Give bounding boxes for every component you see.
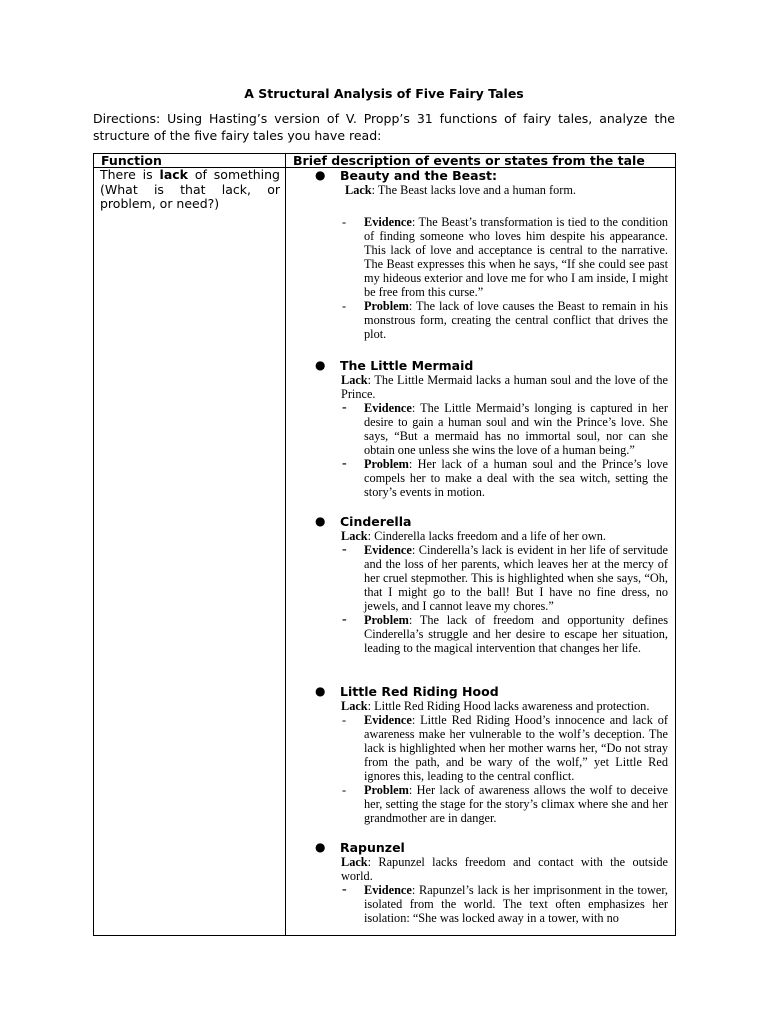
tale-evidence — [342, 400, 668, 457]
evidence-text: : Little Red Riding Hood’s innocence and lack of awareness make her vulnerable to the wolf’s deception. The lack is highlighted when her mother warns her, “Do not stray from the path, and be wary of the wolf,” yet Little Red ignores this, leading to the central conflict. — [364, 713, 668, 783]
dash-icon: - — [342, 400, 347, 415]
bullet-icon: ● — [315, 684, 326, 698]
header-description: Brief description of events or states from the tale — [293, 153, 645, 168]
dash-icon: - — [342, 882, 347, 897]
dash-icon: - — [342, 783, 347, 797]
lack-text: : The Beast lacks love and a human form. — [371, 183, 576, 197]
tale-heading — [294, 684, 668, 699]
tale-evidence — [342, 542, 668, 613]
tale-name: Beauty and the Beast: — [340, 168, 498, 183]
evidence-label: Evidence — [364, 401, 412, 415]
evidence-text: : The Little Mermaid’s longing is captured in her desire to gain a human soul and win the Prince’s love. She says, “But a mermaid has no immortal soul, nor can she obtain one unless she wins the love of a human being.” — [364, 401, 668, 457]
dash-icon: - — [342, 299, 347, 313]
problem-label: Problem — [364, 783, 409, 797]
evidence-label: Evidence — [364, 543, 412, 557]
tale-section — [294, 840, 668, 925]
tale-name: Little Red Riding Hood — [340, 684, 499, 699]
header-function: Function — [101, 153, 162, 168]
dash-icon: - — [342, 215, 347, 229]
tale-name: Cinderella — [340, 514, 412, 529]
description-cell — [294, 168, 668, 925]
bullet-icon: ● — [315, 514, 326, 528]
tale-lack — [341, 373, 668, 401]
function-keyword: lack — [159, 167, 188, 182]
bullet-icon: ● — [315, 840, 326, 854]
tale-section — [294, 514, 668, 655]
tale-heading — [294, 358, 668, 373]
directions-text: Directions: Using Hasting’s version of V. Propp’s 31 functions of fairy tales, analyze the structure of the five fairy tales you have read: — [93, 111, 675, 143]
lack-text: : Little Red Riding Hood lacks awareness and protection. — [367, 699, 650, 713]
evidence-label: Evidence — [364, 713, 412, 727]
dash-icon: - — [342, 713, 347, 727]
tale-name: The Little Mermaid — [340, 358, 474, 373]
tale-section — [294, 168, 668, 341]
lack-label: Lack — [341, 855, 368, 869]
function-prefix: There is — [100, 167, 160, 182]
column-divider — [285, 154, 286, 935]
tale-evidence — [342, 713, 668, 783]
tale-problem — [342, 456, 668, 499]
lack-text: : Cinderella lacks freedom and a life of her own. — [367, 529, 606, 543]
problem-text: : The lack of freedom and opportunity defines Cinderella’s struggle and her desire to escape her situation, leading to the magical intervention that changes her life. — [364, 613, 668, 655]
tale-evidence — [342, 882, 668, 925]
problem-label: Problem — [364, 299, 409, 313]
bullet-icon: ● — [315, 358, 326, 372]
tale-heading — [294, 168, 668, 183]
tale-evidence — [342, 215, 668, 299]
bullet-icon: ● — [315, 168, 326, 182]
tale-heading — [294, 514, 668, 529]
problem-text: : Her lack of awareness allows the wolf to deceive her, setting the stage for the story’s climax where she and her grandmother are in danger. — [364, 783, 668, 825]
lack-text: : Rapunzel lacks freedom and contact with the outside world. — [341, 855, 668, 883]
evidence-label: Evidence — [364, 883, 412, 897]
tale-lack — [341, 699, 668, 713]
lack-label: Lack — [341, 699, 368, 713]
function-cell — [100, 168, 280, 212]
dash-icon: - — [342, 456, 347, 471]
analysis-table — [93, 153, 676, 936]
evidence-text: : The Beast’s transformation is tied to the condition of finding someone who loves him despite his appearance. This lack of love and acceptance is central to the narrative. The Beast expresses this when he says, “If she could see past my hideous exterior and love me for who I am inside, I might be free from this curse.” — [364, 215, 668, 299]
tale-section — [294, 358, 668, 499]
tale-lack — [341, 529, 668, 543]
problem-label: Problem — [364, 457, 409, 471]
evidence-text: : Rapunzel’s lack is her imprisonment in the tower, isolated from the world. The text often emphasizes her isolation: “She was locked away in a tower, with no — [364, 883, 668, 925]
tale-name: Rapunzel — [340, 840, 405, 855]
evidence-text: : Cinderella’s lack is evident in her life of servitude and the loss of her parents, which leaves her at the mercy of her cruel stepmother. This is highlighted when she says, “Oh, that I might go to the ball! But I have no fine dress, no jewels, and I cannot leave my chores.” — [364, 543, 668, 613]
document-title: A Structural Analysis of Five Fairy Tales — [244, 86, 524, 101]
tale-section — [294, 684, 668, 825]
evidence-label: Evidence — [364, 215, 412, 229]
tale-heading — [294, 840, 668, 855]
lack-label: Lack — [341, 373, 368, 387]
dash-icon: - — [342, 542, 347, 557]
tale-lack — [345, 183, 668, 197]
lack-label: Lack — [341, 529, 368, 543]
function-suffix: of something (What is that lack, or problem, or need?) — [100, 167, 280, 211]
problem-text: : The lack of love causes the Beast to remain in his monstrous form, creating the central conflict that drives the plot. — [364, 299, 668, 341]
problem-label: Problem — [364, 613, 409, 627]
dash-icon: - — [342, 612, 347, 627]
tale-problem — [342, 612, 668, 655]
lack-label: Lack — [345, 183, 372, 197]
tale-problem — [342, 783, 668, 825]
problem-text: : Her lack of a human soul and the Prince’s love compels her to make a deal with the sea witch, setting the story’s events in motion. — [364, 457, 668, 499]
tale-lack — [341, 855, 668, 883]
lack-text: : The Little Mermaid lacks a human soul and the love of the Prince. — [341, 373, 668, 401]
tale-problem — [342, 299, 668, 341]
